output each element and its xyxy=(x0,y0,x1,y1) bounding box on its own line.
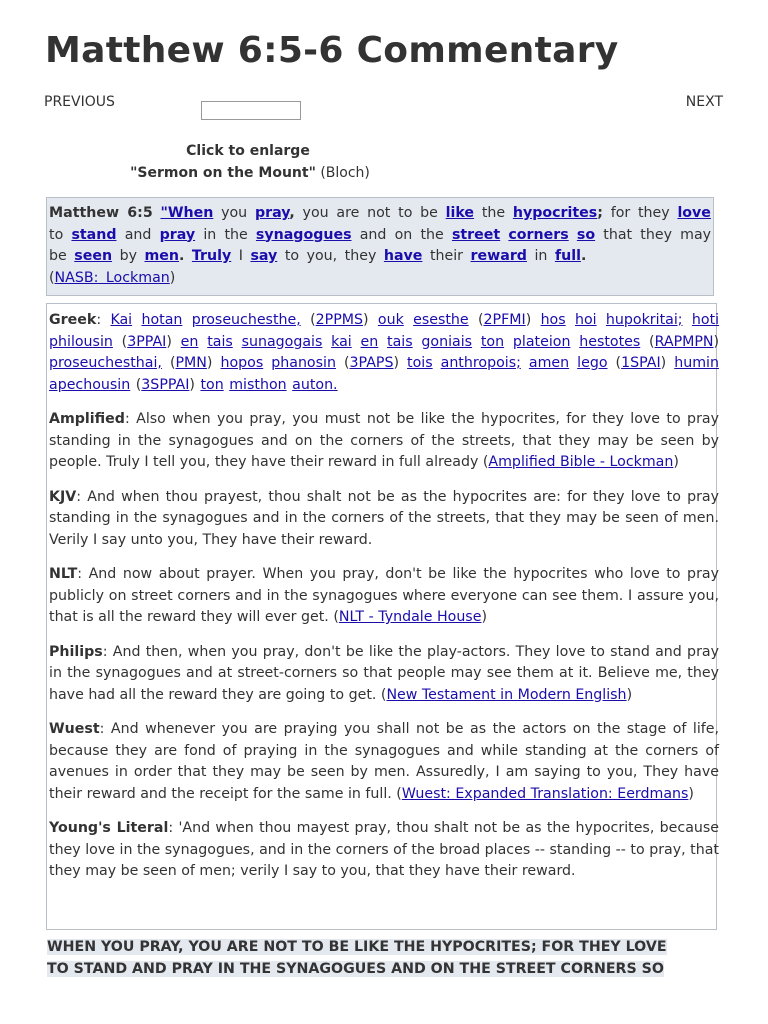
greek-word-link[interactable]: hos xyxy=(540,312,566,328)
translations-box xyxy=(46,303,720,930)
translation-wuest xyxy=(49,719,719,805)
verse-word: not xyxy=(367,205,391,221)
greek-word-link[interactable]: lego xyxy=(577,355,608,371)
greek-word-link[interactable]: esesthe xyxy=(413,312,469,328)
image-caption xyxy=(0,165,500,181)
greek-word-link[interactable]: anthropois; xyxy=(440,355,521,371)
verse-word-link[interactable]: Truly xyxy=(191,248,232,264)
greek-word-link[interactable]: apechousin xyxy=(49,376,131,393)
verse-word: that xyxy=(603,226,633,243)
translation-label: Greek xyxy=(49,312,97,328)
greek-translation: Greek: Kai hotan proseuchesthe, (2PPMS) ouk esesthe (2PFMI) hos hoi hupokritai; hoti philousin (3PPAI) en tais sunagogais kai en tais goniais ton plateion hestotes (RAPMPN) proseuchesthai, (PMN) hopos phanosin (3PAPS) tois anthropois; amen lego (1SPAI) humin apechousin (3SPPAI) ton misthon auton. xyxy=(49,312,720,393)
verse-word: to xyxy=(398,205,413,221)
verse-word-link[interactable]: love xyxy=(677,205,711,221)
verse-word: . xyxy=(179,248,185,264)
translation-source-close: ) xyxy=(481,609,487,625)
greek-word-link[interactable]: philousin xyxy=(49,333,113,350)
greek-punct: ) xyxy=(166,333,172,350)
translation-source-close: ) xyxy=(626,686,633,703)
verse-word-link[interactable]: "When xyxy=(160,205,214,221)
translation-text: : And whenever you are praying you shall not be as the actors on the stage of life, because they are fond of praying in the synagogues and while standing at the corners of avenues in order that they may be seen by men. Assuredly, I am saying to you, They have their reward and the receipt for the same in full. ( xyxy=(49,721,719,802)
greek-word-link[interactable]: PMN xyxy=(175,355,207,371)
greek-punct: ( xyxy=(615,355,622,371)
translation-label: Amplified xyxy=(49,411,125,427)
greek-punct: ) xyxy=(660,355,667,371)
verse-word: you xyxy=(221,205,248,221)
greek-word-link[interactable]: misthon xyxy=(229,376,287,393)
verse-word: may xyxy=(680,226,712,243)
greek-word-link[interactable]: hotan xyxy=(141,312,183,328)
greek-punct: ( xyxy=(135,376,142,393)
greek-word-link[interactable]: plateion xyxy=(512,333,571,350)
verse-word-link[interactable]: corners xyxy=(508,226,569,243)
verse-word-link[interactable]: men xyxy=(144,248,179,264)
translation-young-s-literal xyxy=(49,818,719,883)
greek-word-link[interactable]: ton xyxy=(480,333,505,350)
verse-word-link[interactable]: synagogues xyxy=(255,226,352,243)
translation-label: Wuest xyxy=(49,721,100,737)
greek-word-link[interactable]: proseuchesthai, xyxy=(49,355,162,371)
verse-word: for xyxy=(610,205,631,221)
verse-word: be xyxy=(49,248,67,264)
verse-word-link[interactable]: hypocrites xyxy=(512,205,598,221)
greek-word-link[interactable]: hopos xyxy=(220,355,264,371)
verse-word: , xyxy=(289,205,295,221)
translation-kjv xyxy=(49,487,719,552)
greek-punct: ) xyxy=(206,355,213,371)
greek-punct: ( xyxy=(310,312,316,328)
verse-word: I xyxy=(238,248,243,264)
translation-source-link[interactable]: NLT - Tyndale House xyxy=(338,609,482,625)
greek-word-link[interactable]: tais xyxy=(207,333,233,350)
page-title: Matthew 6:5-6 Commentary xyxy=(45,30,619,71)
translation-text: : And now about prayer. When you pray, don't be like the hypocrites who love to pray publicly on street corners and in the synagogues where everyone can see them. I assure you, that is all the reward they will ever get. ( xyxy=(49,566,719,625)
verse-word-link[interactable]: seen xyxy=(74,248,113,264)
verse-word-link[interactable]: like xyxy=(445,205,475,221)
greek-word-link[interactable]: goniais xyxy=(421,333,473,350)
greek-word-link[interactable]: amen xyxy=(528,355,570,371)
greek-punct: ) xyxy=(713,333,720,350)
greek-word-link[interactable]: hupokritai; xyxy=(605,312,683,328)
translation-source-link[interactable]: Wuest: Expanded Translation: Eerdmans xyxy=(401,785,689,802)
greek-word-link[interactable]: ton xyxy=(200,376,224,393)
translation-label: NLT xyxy=(49,566,78,582)
translation-source-close: ) xyxy=(688,785,694,802)
greek-word-link[interactable]: Kai xyxy=(110,312,133,328)
verse-word-link[interactable]: say xyxy=(250,248,278,264)
translation-nlt xyxy=(49,564,719,629)
verse-word-link[interactable]: stand xyxy=(71,226,117,243)
greek-word-link[interactable]: sunagogais xyxy=(241,333,323,350)
greek-word-link[interactable]: 3SPPAI xyxy=(141,376,190,393)
greek-punct: ) xyxy=(189,376,195,393)
image-caption-enlarge: Click to enlarge xyxy=(186,143,310,159)
greek-word-link[interactable]: 3PPAI xyxy=(127,333,167,350)
previous-link[interactable]: PREVIOUS xyxy=(44,94,115,110)
verse-word: ; xyxy=(597,205,603,221)
greek-punct: ( xyxy=(649,333,655,350)
verse-word-link[interactable]: so xyxy=(576,226,596,243)
greek-word-link[interactable]: 1SPAI xyxy=(621,355,661,371)
translation-text: : And when thou prayest, thou shalt not be as the hypocrites are: for they love to pray standing in the synagogues and in the corners of the streets, that they may be seen of men. Verily I say unto you, They have their reward. xyxy=(49,488,719,548)
image-caption-title: "Sermon on the Mount" xyxy=(130,165,316,181)
greek-word-link[interactable]: humin xyxy=(674,355,719,371)
greek-word-link[interactable]: 2PFMI xyxy=(483,312,526,328)
section-heading-line2: TO STAND AND PRAY IN THE SYNAGOGUES AND ON THE STREET CORNERS SO xyxy=(47,961,664,977)
verse-source-open: ( xyxy=(49,269,55,286)
verse-reference: Matthew 6:5 xyxy=(49,205,153,221)
greek-word-link[interactable]: en xyxy=(360,333,379,350)
verse-word: be xyxy=(420,205,438,221)
verse-source-link[interactable]: NASB: Lockman xyxy=(54,269,170,286)
verse-word: and xyxy=(124,226,152,243)
verse-word: on xyxy=(394,226,413,243)
translation-list xyxy=(49,409,719,883)
verse-word-link[interactable]: street xyxy=(451,226,501,243)
verse-box xyxy=(46,197,714,296)
verse-word-link[interactable]: reward xyxy=(470,248,527,264)
greek-word-link[interactable]: tais xyxy=(387,333,413,350)
translation-text: : Also when you pray, you must not be like the hypocrites, for they love to pray standing in the synagogues and on the corners of the streets, that they may be seen by people. Truly I tell you, they have their reward in full already ( xyxy=(49,411,719,470)
verse-word: and xyxy=(359,226,387,243)
verse-word-link[interactable]: pray xyxy=(159,226,196,243)
sermon-image-thumbnail[interactable] xyxy=(201,101,301,120)
greek-word-link[interactable]: RAPMPN xyxy=(654,333,714,350)
verse-word: they xyxy=(640,226,672,243)
greek-word-link[interactable]: kai xyxy=(331,333,352,350)
translation-source-link[interactable]: Amplified Bible - Lockman xyxy=(488,454,674,470)
translation-label: Young's Literal xyxy=(49,820,169,836)
verse-word: their xyxy=(429,248,463,264)
verse-word: in xyxy=(203,226,217,243)
greek-punct: ) xyxy=(393,355,400,371)
verse-word: they xyxy=(637,205,670,221)
verse-word: in xyxy=(534,248,548,264)
greek-punct: ( xyxy=(477,312,484,328)
greek-word-link[interactable]: 2PPMS xyxy=(315,312,364,328)
greek-punct: ) xyxy=(363,312,369,328)
verse-word-link[interactable]: pray xyxy=(254,205,290,221)
verse-word: the xyxy=(224,226,248,243)
verse-word: . xyxy=(580,248,587,264)
greek-word-link[interactable]: hestotes xyxy=(579,333,641,350)
translation-text: : 'And when thou mayest pray, thou shalt not be as the hypocrites, because they love in the synagogues, and in the corners of the broad places -- standing -- to pray, that they may be seen of men; verily I say to you, that they have their reward. xyxy=(49,820,719,879)
verse-word: you xyxy=(302,205,329,221)
verse-word-link[interactable]: full xyxy=(554,248,581,264)
greek-word-link[interactable]: proseuchesthe, xyxy=(191,312,301,328)
greek-word-link[interactable]: auton. xyxy=(292,376,338,393)
translation-amplified xyxy=(49,409,719,474)
verse-word: to xyxy=(49,226,64,243)
translation-label: KJV xyxy=(49,488,77,505)
greek-punct: ( xyxy=(343,355,350,371)
greek-word-link[interactable]: en xyxy=(180,333,199,350)
verse-word: are xyxy=(336,205,360,221)
greek-word-link[interactable]: hoti xyxy=(691,312,720,328)
verse-word: the xyxy=(420,226,444,243)
greek-tokens xyxy=(49,312,719,393)
verse-word: they xyxy=(344,248,377,264)
verse-word-link[interactable]: have xyxy=(383,248,423,264)
greek-word-link[interactable]: tois xyxy=(407,355,433,371)
verse-source-close: ) xyxy=(169,269,176,286)
verse-word: you, xyxy=(306,248,338,264)
greek-punct: ) xyxy=(525,312,532,328)
section-heading-line1: WHEN YOU PRAY, YOU ARE NOT TO BE LIKE THE HYPOCRITES; FOR THEY LOVE xyxy=(47,939,667,955)
translation-source-close: ) xyxy=(673,454,679,470)
greek-word-link[interactable]: 3PAPS xyxy=(349,355,394,371)
translation-philips xyxy=(49,642,719,707)
translation-label: Philips xyxy=(49,643,103,660)
verse-word: to xyxy=(284,248,300,264)
section-heading xyxy=(47,936,697,980)
translation-text: : And then, when you pray, don't be like the play-actors. They love to stand and pray in the synagogues and at street-corners so that people may see them at it. Believe me, they have had all the reward they are going to get. ( xyxy=(49,643,719,703)
translation-source-link[interactable]: New Testament in Modern English xyxy=(386,686,627,703)
greek-word-link[interactable]: phanosin xyxy=(271,355,336,371)
greek-punct: ( xyxy=(121,333,128,350)
greek-punct: ( xyxy=(169,355,176,371)
next-link[interactable]: NEXT xyxy=(685,94,723,110)
greek-word-link[interactable]: hoi xyxy=(574,312,597,328)
verse-word: the xyxy=(481,205,506,221)
verse-word: by xyxy=(119,248,137,264)
greek-word-link[interactable]: ouk xyxy=(377,312,404,328)
image-caption-artist: (Bloch) xyxy=(320,165,370,181)
